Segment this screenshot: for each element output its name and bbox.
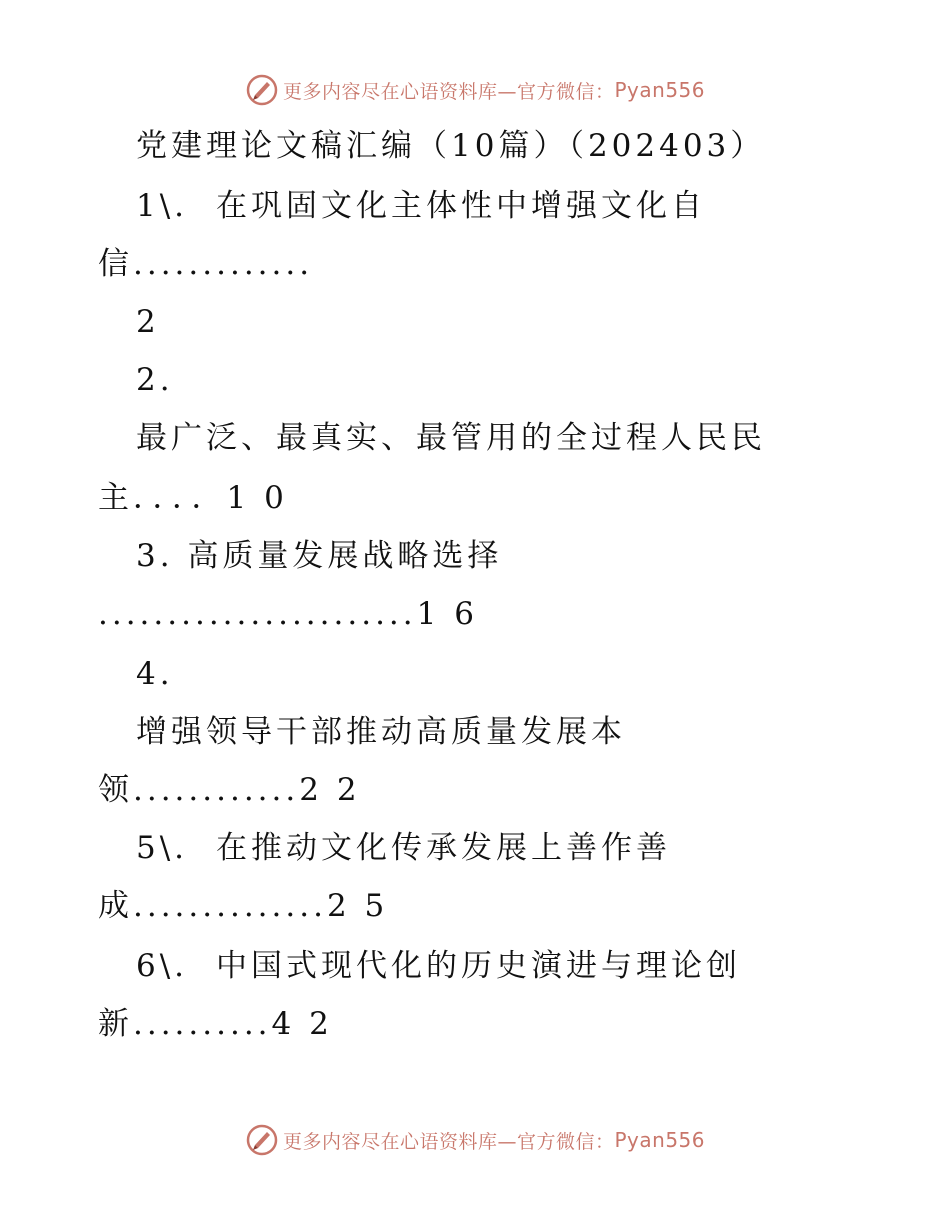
pen-logo-icon xyxy=(245,73,279,107)
watermark-text: 更多内容尽在心语资料库—官方微信： xyxy=(282,1130,615,1153)
toc-item-6[interactable] xyxy=(136,946,741,986)
toc-item-number: 5\. xyxy=(136,830,189,866)
toc-item-number: 3. xyxy=(136,538,174,574)
toc-item-1-page: 2 xyxy=(136,304,160,340)
watermark-wechat-id: Pyan556 xyxy=(614,78,706,102)
toc-item-title: 中国式现代化的历史演进与理论创 xyxy=(216,948,742,984)
toc-item-title: 在巩固文化主体性中增强文化自 xyxy=(216,188,707,224)
header-watermark xyxy=(0,72,950,108)
toc-item-5-continuation: 成..............2 5 xyxy=(98,888,389,924)
watermark-text: 更多内容尽在心语资料库—官方微信： xyxy=(282,80,615,103)
toc-item-4-title[interactable]: 增强领导干部推动高质量发展本 xyxy=(136,714,626,750)
document-title: 党建理论文稿汇编（10篇）（202403） xyxy=(136,128,766,164)
toc-item-3[interactable] xyxy=(136,536,502,576)
toc-item-3-continuation: .......................1 6 xyxy=(98,596,478,632)
toc-item-1[interactable] xyxy=(136,186,706,226)
toc-item-2-continuation: 主．．．．1 0 xyxy=(98,480,288,516)
footer-watermark xyxy=(0,1122,950,1158)
toc-item-title: 在推动文化传承发展上善作善 xyxy=(216,830,672,866)
toc-item-4-number[interactable]: 4. xyxy=(136,656,174,692)
toc-item-title: 高质量发展战略选择 xyxy=(187,538,503,574)
pen-logo-icon xyxy=(245,1123,279,1157)
toc-item-1-continuation: 信............. xyxy=(98,246,314,282)
toc-item-6-continuation: 新..........4 2 xyxy=(98,1006,333,1042)
toc-item-2-number[interactable]: 2. xyxy=(136,362,174,398)
toc-item-4-continuation: 领............2 2 xyxy=(98,772,361,808)
toc-item-2-title[interactable]: 最广泛、最真实、最管用的全过程人民民 xyxy=(136,420,766,456)
toc-item-number: 6\. xyxy=(136,948,189,984)
toc-item-number: 1\. xyxy=(136,188,189,224)
toc-item-5[interactable] xyxy=(136,828,671,868)
watermark-wechat-id: Pyan556 xyxy=(614,1128,706,1152)
